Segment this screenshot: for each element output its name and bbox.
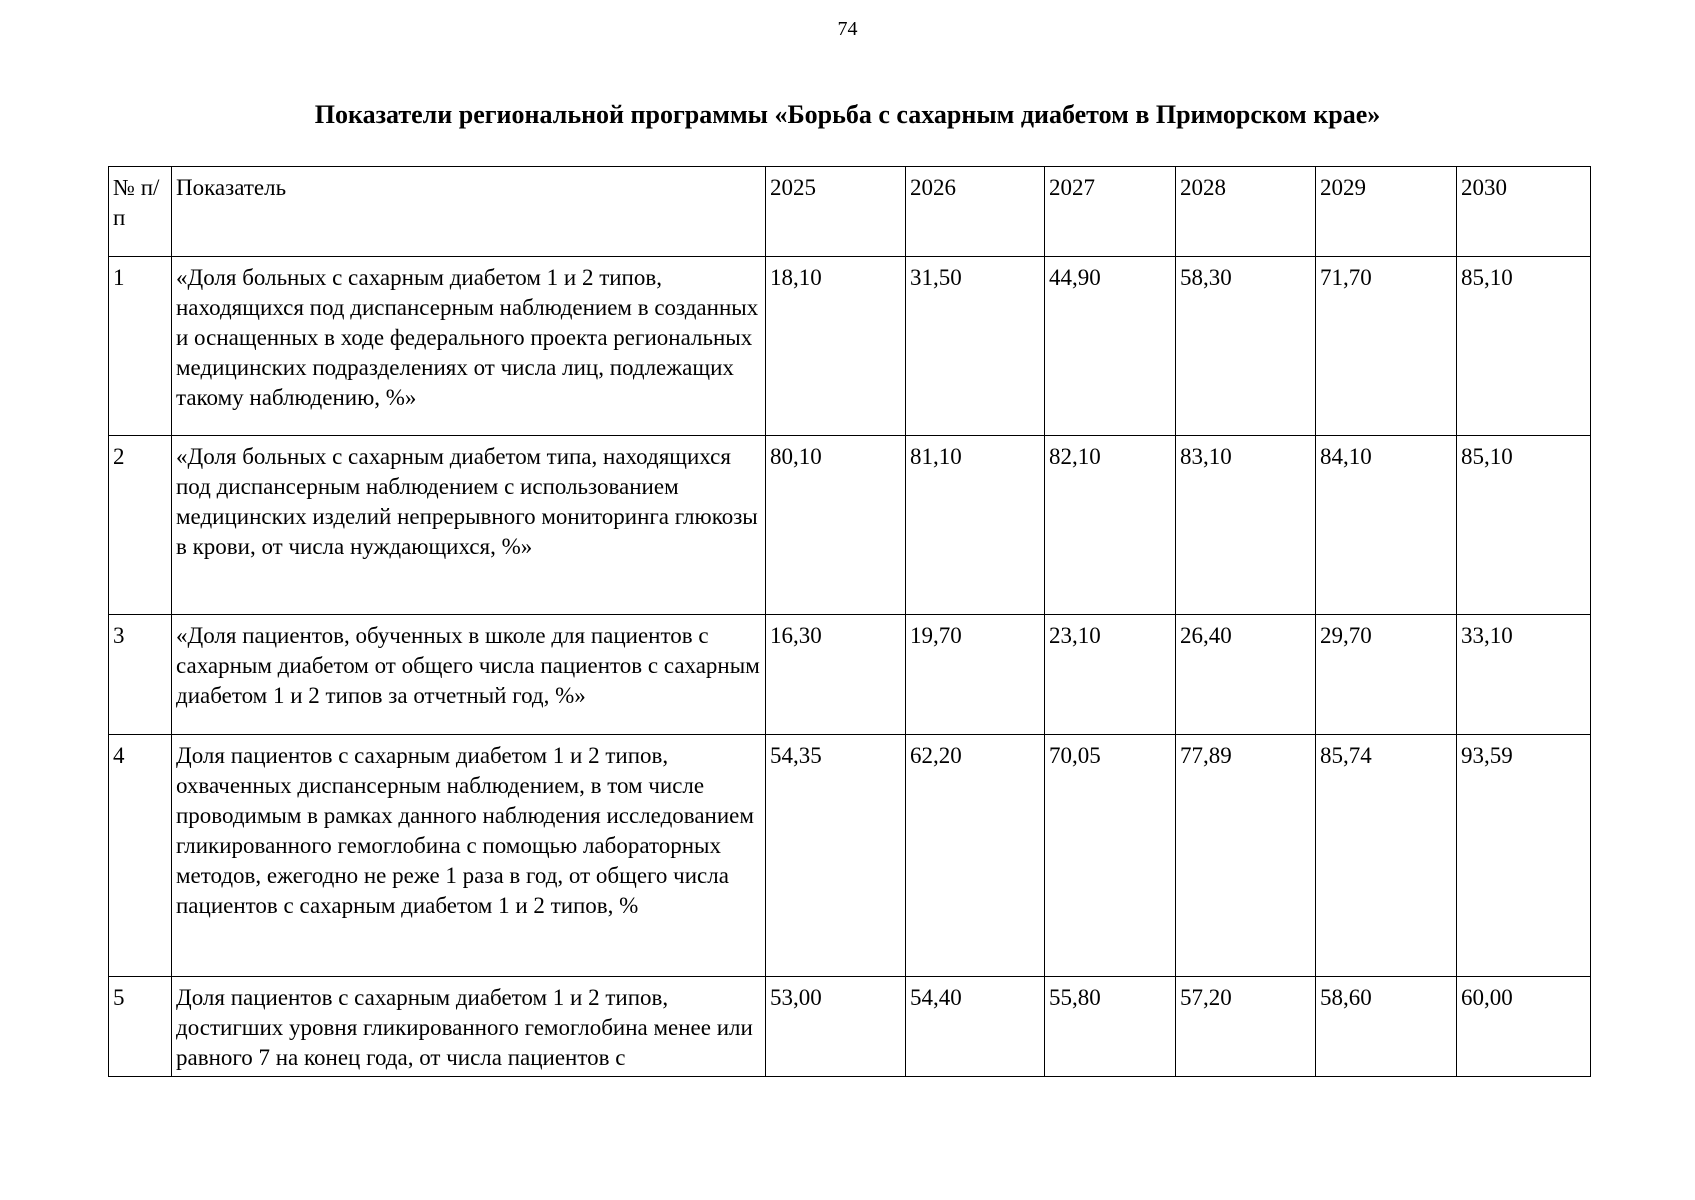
table-row bbox=[109, 977, 1591, 1077]
header-cell-year: 2028 bbox=[1176, 167, 1316, 257]
value-cell: 85,10 bbox=[1457, 257, 1591, 436]
value-cell: 83,10 bbox=[1176, 436, 1316, 615]
value-cell: 53,00 bbox=[766, 977, 906, 1077]
indicator-cell: «Доля больных с сахарным диабетом типа, находящихся под диспансерным наблюдением с использованием медицинских изделий непрерывного мониторинга глюкозы в крови, от числа нуждающихся, %» bbox=[172, 436, 766, 615]
value-cell: 26,40 bbox=[1176, 615, 1316, 735]
value-cell: 85,10 bbox=[1457, 436, 1591, 615]
value-cell: 54,40 bbox=[906, 977, 1045, 1077]
value-cell: 60,00 bbox=[1457, 977, 1591, 1077]
value-cell: 55,80 bbox=[1045, 977, 1176, 1077]
value-cell: 93,59 bbox=[1457, 735, 1591, 977]
document-title: Показатели региональной программы «Борьба с сахарным диабетом в Приморском крае» bbox=[314, 100, 1381, 129]
value-cell: 62,20 bbox=[906, 735, 1045, 977]
row-number-cell: 3 bbox=[109, 615, 172, 735]
value-cell: 54,35 bbox=[766, 735, 906, 977]
table-row bbox=[109, 257, 1591, 436]
value-cell: 16,30 bbox=[766, 615, 906, 735]
value-cell: 33,10 bbox=[1457, 615, 1591, 735]
header-cell-year: 2029 bbox=[1316, 167, 1457, 257]
indicator-cell: «Доля больных с сахарным диабетом 1 и 2 типов, находящихся под диспансерным наблюдением в созданных и оснащенных в ходе федерального проекта региональных медицинских подразделениях от числа лиц, подлежащих такому наблюдению, %» bbox=[172, 257, 766, 436]
header-cell-year: 2026 bbox=[906, 167, 1045, 257]
value-cell: 31,50 bbox=[906, 257, 1045, 436]
value-cell: 71,70 bbox=[1316, 257, 1457, 436]
value-cell: 18,10 bbox=[766, 257, 906, 436]
table-row bbox=[109, 615, 1591, 735]
header-cell-indicator: Показатель bbox=[172, 167, 766, 257]
header-cell-number: № п/п bbox=[109, 167, 172, 257]
value-cell: 70,05 bbox=[1045, 735, 1176, 977]
row-number-cell: 2 bbox=[109, 436, 172, 615]
indicator-cell: Доля пациентов с сахарным диабетом 1 и 2 типов, охваченных диспансерным наблюдением, в том числе проводимым в рамках данного наблюдения исследованием гликированного гемоглобина с помощью лабораторных методов, ежегодно не реже 1 раза в год, от общего числа пациентов с сахарным диабетом 1 и 2 типов, % bbox=[172, 735, 766, 977]
value-cell: 29,70 bbox=[1316, 615, 1457, 735]
indicator-cell: «Доля пациентов, обученных в школе для пациентов с сахарным диабетом от общего числа пациентов с сахарным диабетом 1 и 2 типов за отчетный год, %» bbox=[172, 615, 766, 735]
value-cell: 58,60 bbox=[1316, 977, 1457, 1077]
value-cell: 58,30 bbox=[1176, 257, 1316, 436]
page-number: 74 bbox=[837, 18, 858, 40]
row-number-cell: 1 bbox=[109, 257, 172, 436]
value-cell: 84,10 bbox=[1316, 436, 1457, 615]
value-cell: 19,70 bbox=[906, 615, 1045, 735]
table-row bbox=[109, 735, 1591, 977]
value-cell: 85,74 bbox=[1316, 735, 1457, 977]
table-row bbox=[109, 436, 1591, 615]
header-cell-year: 2027 bbox=[1045, 167, 1176, 257]
table-header-row bbox=[109, 167, 1591, 257]
indicators-table bbox=[108, 166, 1591, 1077]
row-number-cell: 4 bbox=[109, 735, 172, 977]
value-cell: 82,10 bbox=[1045, 436, 1176, 615]
value-cell: 81,10 bbox=[906, 436, 1045, 615]
value-cell: 23,10 bbox=[1045, 615, 1176, 735]
header-cell-year: 2030 bbox=[1457, 167, 1591, 257]
indicator-cell: Доля пациентов с сахарным диабетом 1 и 2 типов, достигших уровня гликированного гемоглобина менее или равного 7 на конец года, от числа пациентов с bbox=[172, 977, 766, 1077]
value-cell: 44,90 bbox=[1045, 257, 1176, 436]
value-cell: 80,10 bbox=[766, 436, 906, 615]
value-cell: 57,20 bbox=[1176, 977, 1316, 1077]
value-cell: 77,89 bbox=[1176, 735, 1316, 977]
header-cell-year: 2025 bbox=[766, 167, 906, 257]
row-number-cell: 5 bbox=[109, 977, 172, 1077]
